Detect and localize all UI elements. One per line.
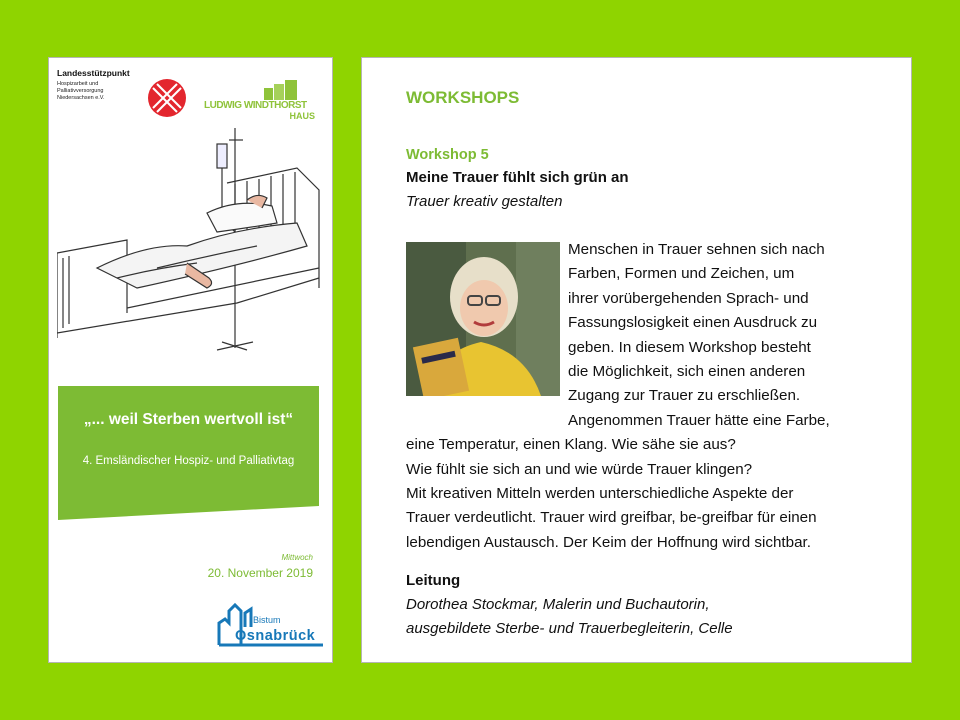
org-line: Hospizarbeit und: [57, 81, 99, 87]
workshop-description-card: [361, 57, 912, 663]
landesstuetzpunkt-logo-text: [57, 68, 152, 102]
bistum-label: Bistum: [253, 615, 281, 625]
body-line: die Möglichkeit, sich einen anderen: [568, 363, 806, 380]
leitung-line: ausgebildete Sterbe- und Trauerbegleiterin, Celle: [406, 620, 733, 637]
partner-haus: HAUS: [289, 111, 315, 121]
body-line: Farben, Formen und Zeichen, um: [568, 265, 795, 283]
hospiz-circle-logo-icon: [147, 78, 187, 118]
org-line: Niedersachsen e.V.: [57, 95, 105, 101]
body-line: Menschen in Trauer sehnen sich nach: [568, 241, 825, 258]
org-title: Landesstützpunkt: [57, 68, 130, 78]
body-line: geben. In diesem Workshop besteht: [568, 338, 811, 356]
event-title: „... weil Sterben wertvoll ist“: [83, 411, 294, 428]
partner-name: LUDWIG WINDTHORST: [204, 100, 307, 111]
bistum-name: Osnabrück: [235, 628, 316, 644]
event-day: Mittwoch: [281, 553, 313, 562]
speaker-photo: [406, 242, 560, 396]
workshop-title: Meine Trauer fühlt sich grün an: [406, 169, 629, 186]
bistum-osnabrueck-logo: [215, 601, 327, 651]
body-line: Fassungslosigkeit einen Ausdruck zu: [568, 314, 818, 332]
body-line: lebendigen Austausch. Der Keim der Hoffnung wird sichtbar.: [406, 533, 811, 551]
workshop-label: Workshop 5: [406, 147, 489, 163]
body-line: Wie fühlt sie sich an und wie würde Trauer klingen?: [406, 460, 753, 478]
event-subtitle: 4. Emsländischer Hospiz- und Palliativtag: [82, 455, 295, 467]
leitung-label: Leitung: [406, 572, 461, 589]
section-heading: WORKSHOPS: [406, 88, 520, 107]
event-date: 20. November 2019: [207, 566, 313, 580]
body-line: eine Temperatur, einen Klang. Wie sähe sie aus?: [406, 436, 736, 454]
org-line: Palliativversorgung: [57, 88, 104, 94]
body-line: Trauer verdeutlicht. Trauer wird greifbar, be-greifbar für einen: [406, 509, 817, 527]
leitung-line: Dorothea Stockmar, Malerin und Buchautorin,: [406, 596, 710, 613]
flyer-cover-card: [48, 57, 333, 663]
workshop-subtitle: Trauer kreativ gestalten: [406, 193, 563, 210]
body-line: Zugang zur Trauer zu erschließen.: [568, 387, 801, 405]
hospital-bed-illustration: [57, 128, 327, 353]
body-line: Mit kreativen Mitteln werden unterschiedliche Aspekte der: [406, 485, 794, 502]
house-shapes-icon: [262, 80, 302, 100]
body-line: Angenommen Trauer hätte eine Farbe,: [568, 411, 830, 429]
event-title-panel: [58, 386, 319, 589]
body-line: ihrer vorübergehenden Sprach- und: [568, 289, 809, 307]
